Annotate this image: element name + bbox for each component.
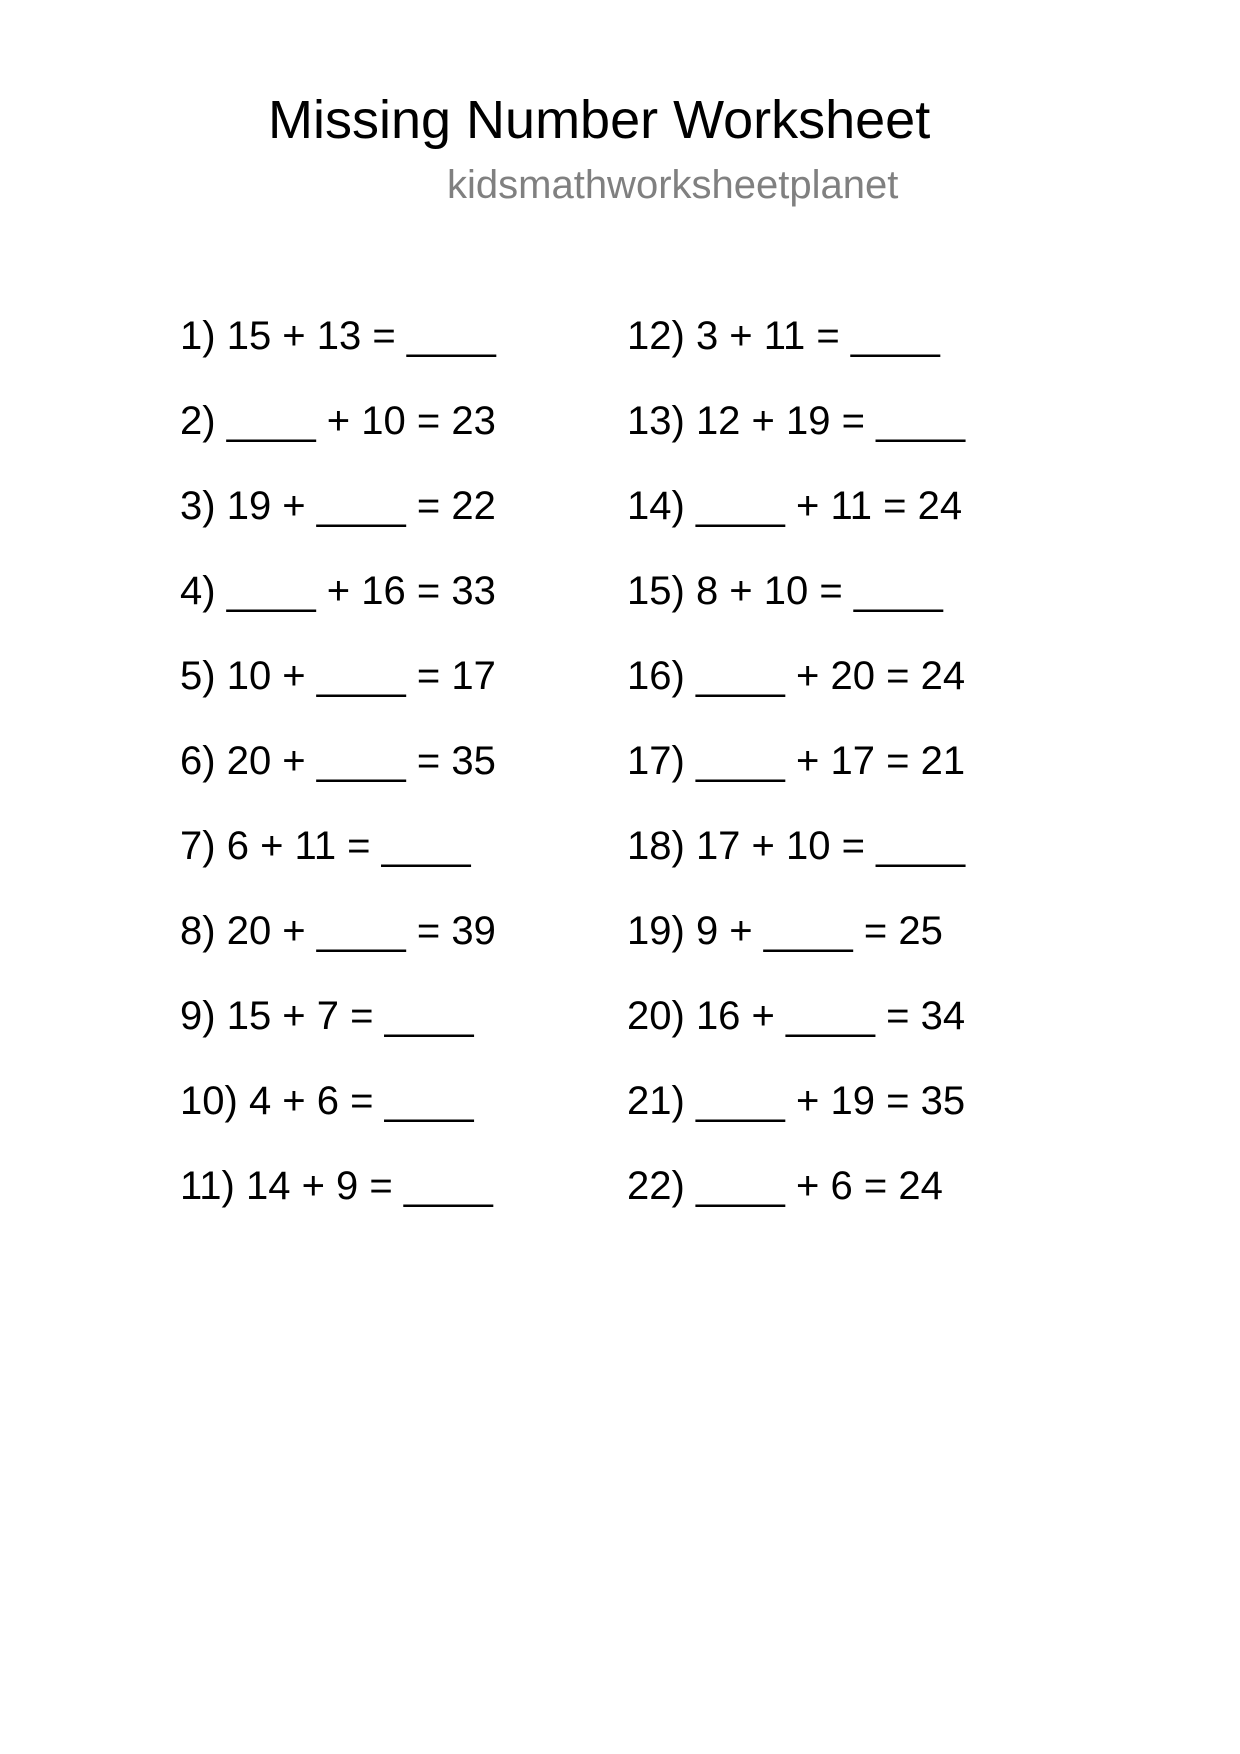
problem-equation: 14 + 9 = ____ <box>245 1164 493 1208</box>
problem-equation: 9 + ____ = 25 <box>695 909 943 953</box>
problem-16 <box>627 650 965 735</box>
problem-equation: 10 + ____ = 17 <box>226 654 496 698</box>
problem-equation: 19 + ____ = 22 <box>226 484 496 528</box>
site-name: kidsmathworksheetplanet <box>447 163 899 207</box>
problem-equation: ____ + 6 = 24 <box>695 1164 943 1208</box>
problem-number: 22) <box>627 1164 685 1208</box>
problem-10 <box>180 1075 496 1160</box>
problem-number: 12) <box>627 314 685 358</box>
problem-17 <box>627 735 965 820</box>
problem-equation: 16 + ____ = 34 <box>695 994 966 1038</box>
problem-number: 11) <box>180 1164 235 1208</box>
problem-number: 13) <box>627 399 685 443</box>
problem-number: 4) <box>180 569 216 613</box>
problem-12 <box>627 310 965 395</box>
problem-number: 21) <box>627 1079 685 1123</box>
problem-equation: 6 + 11 = ____ <box>226 824 471 868</box>
problem-number: 9) <box>180 994 216 1038</box>
problem-number: 18) <box>627 824 685 868</box>
problem-number: 19) <box>627 909 685 953</box>
problem-1 <box>180 310 496 395</box>
problem-number: 10) <box>180 1079 238 1123</box>
problem-5 <box>180 650 496 735</box>
problem-7 <box>180 820 496 905</box>
problem-number: 6) <box>180 739 216 783</box>
problem-equation: ____ + 17 = 21 <box>695 739 966 783</box>
problem-equation: ____ + 20 = 24 <box>695 654 966 698</box>
problem-15 <box>627 565 965 650</box>
problem-number: 16) <box>627 654 685 698</box>
problem-number: 5) <box>180 654 216 698</box>
problem-number: 17) <box>627 739 685 783</box>
problem-8 <box>180 905 496 990</box>
problem-equation: ____ + 11 = 24 <box>695 484 963 528</box>
problem-19 <box>627 905 965 990</box>
problem-equation: ____ + 10 = 23 <box>226 399 496 443</box>
problem-number: 8) <box>180 909 216 953</box>
page-title: Missing Number Worksheet <box>268 90 931 150</box>
problem-21 <box>627 1075 965 1160</box>
problem-18 <box>627 820 965 905</box>
problems-column-left <box>180 310 496 1245</box>
problem-2 <box>180 395 496 480</box>
problem-number: 1) <box>180 314 216 358</box>
problem-22 <box>627 1160 965 1245</box>
problem-equation: ____ + 16 = 33 <box>226 569 496 613</box>
problem-3 <box>180 480 496 565</box>
problem-9 <box>180 990 496 1075</box>
problem-number: 14) <box>627 484 685 528</box>
problem-number: 2) <box>180 399 216 443</box>
problem-equation: 15 + 7 = ____ <box>226 994 474 1038</box>
problems-column-right <box>627 310 965 1245</box>
problem-20 <box>627 990 965 1075</box>
problem-equation: 15 + 13 = ____ <box>226 314 496 358</box>
problem-equation: 4 + 6 = ____ <box>248 1079 474 1123</box>
problem-equation: 20 + ____ = 35 <box>226 739 496 783</box>
problem-11 <box>180 1160 496 1245</box>
problem-equation: 17 + 10 = ____ <box>695 824 966 868</box>
problem-4 <box>180 565 496 650</box>
problem-number: 3) <box>180 484 216 528</box>
problem-number: 7) <box>180 824 216 868</box>
problem-13 <box>627 395 965 480</box>
problem-6 <box>180 735 496 820</box>
problem-equation: 20 + ____ = 39 <box>226 909 496 953</box>
problem-equation: ____ + 19 = 35 <box>695 1079 966 1123</box>
problem-number: 20) <box>627 994 685 1038</box>
problem-equation: 8 + 10 = ____ <box>695 569 943 613</box>
problem-number: 15) <box>627 569 685 613</box>
problem-equation: 3 + 11 = ____ <box>695 314 940 358</box>
problem-equation: 12 + 19 = ____ <box>695 399 966 443</box>
problem-14 <box>627 480 965 565</box>
